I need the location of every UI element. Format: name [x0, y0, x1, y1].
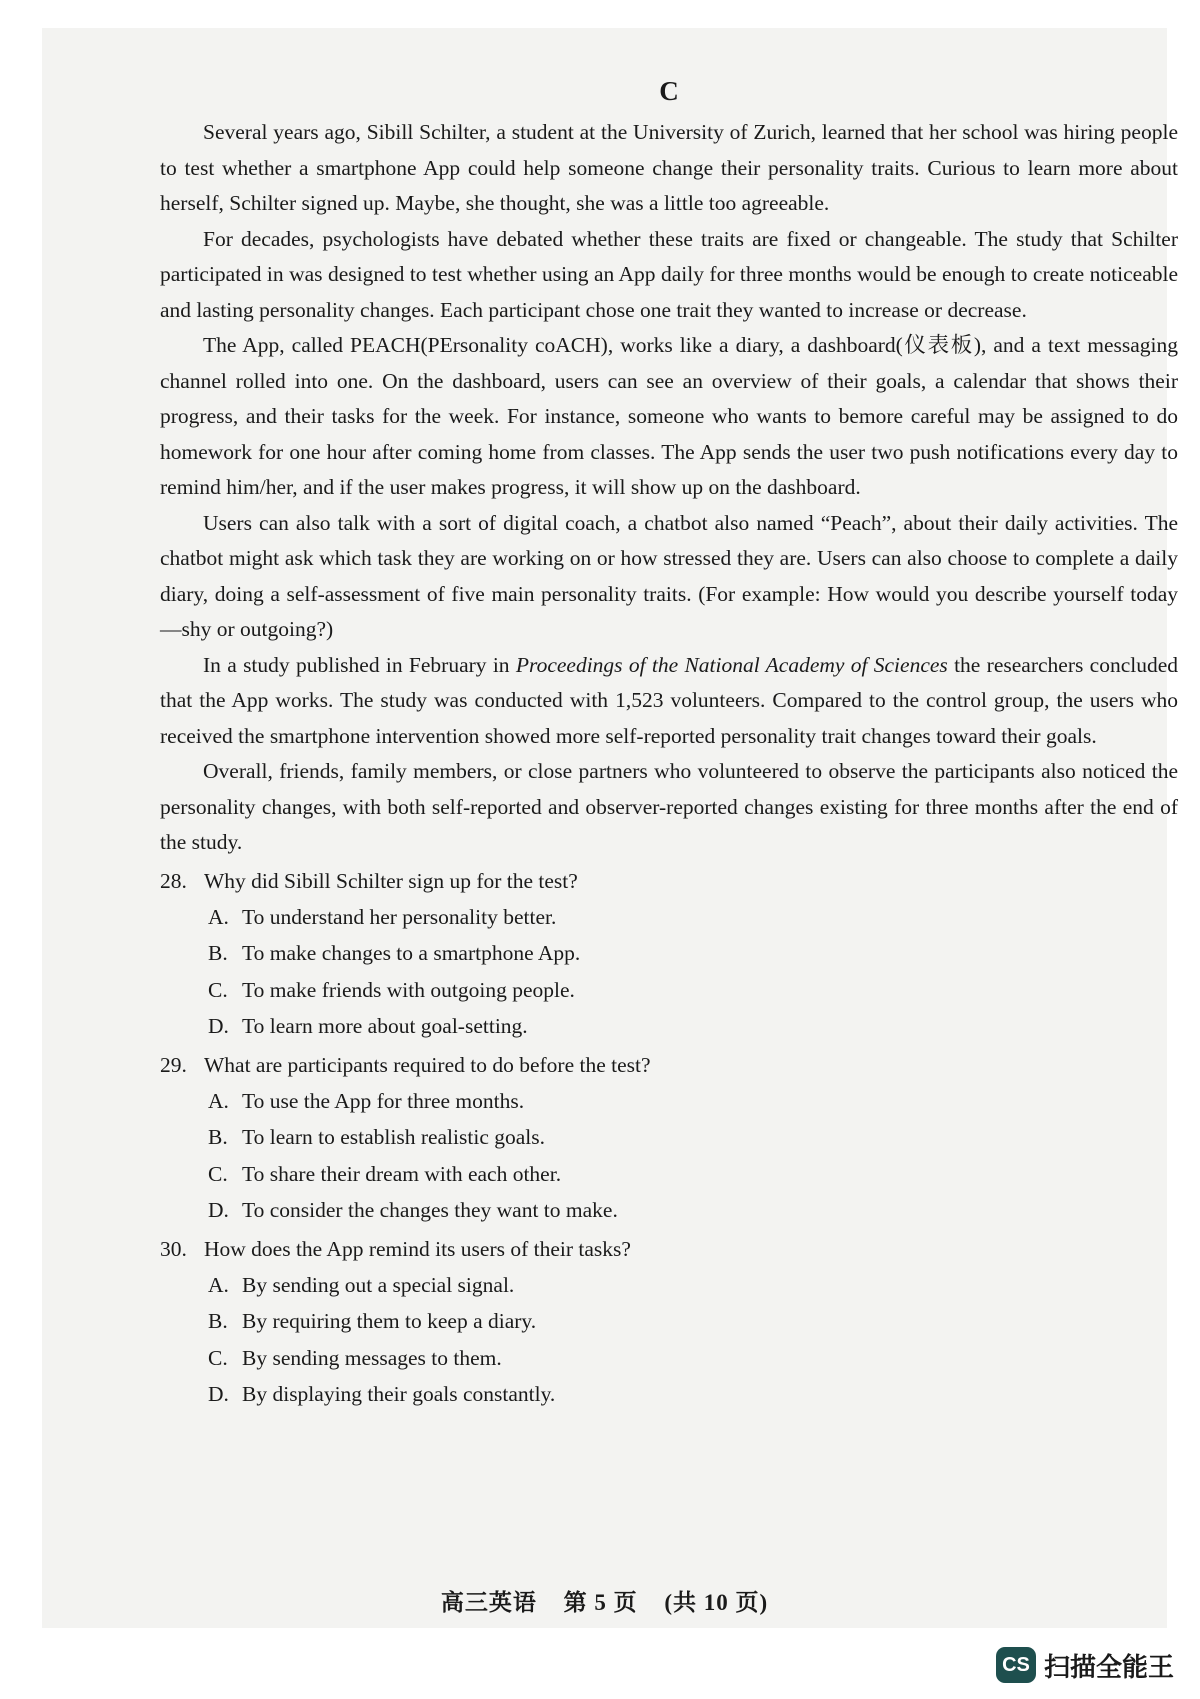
paragraph-3: The App, called PEACH(PErsonality coACH), works like a diary, a dashboard(仪表板), and a text messaging channel rolled into one. On the dashboard, users can see an overview of their goals, a calendar that shows their progress, and their tasks for the week. For instance, someone who wants to bemore careful may be assigned to do homework for one hour after coming home from classes. The App sends the user two push notifications every day to remind him/her, and if the user makes progress, it will show up on the dashboard.	[160, 333, 1178, 499]
option-b: B. To make changes to a smartphone App.	[208, 941, 581, 965]
question-number: 30.	[160, 1236, 187, 1261]
question-28	[160, 863, 1178, 1045]
question-stem: Why did Sibill Schilter sign up for the test?	[204, 868, 578, 893]
option-c: C. To make friends with outgoing people.	[208, 977, 575, 1002]
paragraph-1: Several years ago, Sibill Schilter, a student at the University of Zurich, learned that her school was hiring people to test whether a smartphone App could help someone change their personality traits. Curious to learn more about herself, Schilter signed up. Maybe, she thought, she was a little too agreeable.	[160, 120, 1178, 215]
option-d: D. To consider the changes they want to make.	[208, 1198, 618, 1222]
option-d: D. To learn more about goal-setting.	[208, 1014, 528, 1038]
scanned-page	[42, 28, 1178, 1628]
option-a: A. To use the App for three months.	[208, 1088, 525, 1113]
option-c: C. By sending messages to them.	[208, 1345, 502, 1370]
option-a: A. To understand her personality better.	[208, 904, 557, 929]
paragraph-5	[160, 648, 1178, 755]
page-footer	[42, 1584, 1167, 1617]
footer-total-pages: (共 10 页)	[664, 1590, 769, 1615]
section-letter: C	[659, 76, 679, 106]
paragraph-6: Overall, friends, family members, or close partners who volunteered to observe the participants also noticed the personality changes, with both self-reported and observer-reported changes existing for three months after the end of the study.	[160, 759, 1178, 854]
paragraph-4: Users can also talk with a sort of digital coach, a chatbot also named “Peach”, about their daily activities. The chatbot might ask which task they are working on or how stressed they are. Users can also choose to complete a daily diary, doing a self-assessment of five main personality traits. (For example: How would you describe yourself today—shy or outgoing?)	[160, 510, 1178, 641]
paragraph-5-after: the researchers concluded that the App works. The study was conducted with 1,523 volunteers. Compared to the control group, the users who received the smartphone intervention showed more self-reported personality trait changes toward their goals.	[160, 652, 1178, 748]
journal-title: Proceedings of the National Academy of Sciences	[515, 652, 948, 677]
camscanner-logo-icon: CS	[996, 1647, 1036, 1683]
question-number: 29.	[160, 1052, 187, 1077]
option-b: B. By requiring them to keep a diary.	[208, 1309, 537, 1333]
question-29	[160, 1047, 1178, 1229]
question-stem: How does the App remind its users of their tasks?	[204, 1236, 631, 1261]
question-30	[160, 1231, 1178, 1413]
option-c: C. To share their dream with each other.	[208, 1161, 562, 1186]
question-stem: What are participants required to do before the test?	[204, 1052, 651, 1077]
question-number: 28.	[160, 868, 187, 893]
option-d: D. By displaying their goals constantly.	[208, 1382, 556, 1406]
camscanner-app-name: 扫描全能王	[1043, 1652, 1174, 1683]
camscanner-watermark	[996, 1645, 1174, 1685]
footer-page-number: 第 5 页	[563, 1590, 638, 1615]
paragraph-5-before: In a study published in February in	[203, 652, 516, 677]
paragraph-2: For decades, psychologists have debated whether these traits are fixed or changeable. The study that Schilter participated in was designed to test whether using an App daily for three months would be enough to create noticeable and lasting personality changes. Each participant chose one trait they wanted to increase or decrease.	[160, 226, 1178, 322]
option-a: A. By sending out a special signal.	[208, 1272, 515, 1297]
footer-subject: 高三英语	[440, 1590, 537, 1615]
passage-c	[160, 76, 1178, 1413]
option-b: B. To learn to establish realistic goals.	[208, 1125, 545, 1149]
